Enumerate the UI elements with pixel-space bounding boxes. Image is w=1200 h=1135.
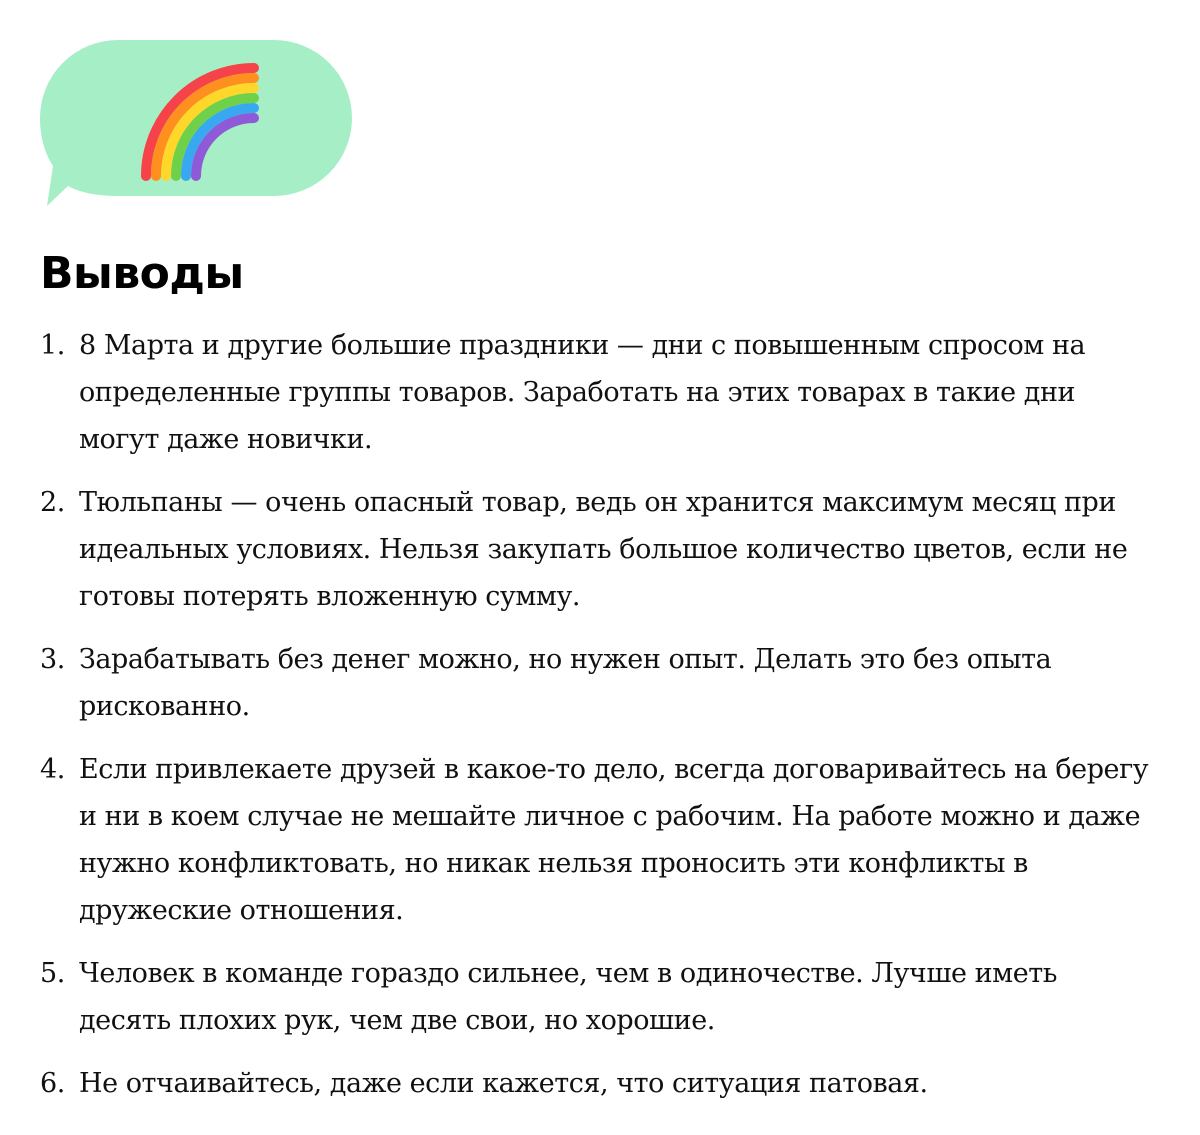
- item-number: 2.: [40, 487, 65, 518]
- list-item: [40, 636, 1150, 730]
- item-number: 4.: [40, 754, 65, 785]
- list-item: [40, 1060, 1150, 1107]
- list-item: [40, 479, 1150, 620]
- item-number: 5.: [40, 958, 65, 989]
- item-text: Не отчаивайтесь, даже если кажется, что ситуация патовая.: [79, 1068, 928, 1099]
- item-number: 6.: [40, 1068, 65, 1099]
- list-item: [40, 746, 1150, 934]
- item-text: Человек в команде гораздо сильнее, чем в одиночестве. Лучше иметь десять плохих рук, чем две свои, но хорошие.: [79, 958, 1057, 1036]
- conclusions-list: [40, 322, 1150, 1123]
- rainbow-icon: [136, 58, 261, 183]
- page-title: Выводы: [40, 248, 244, 299]
- item-text: Тюльпаны — очень опасный товар, ведь он хранится максимум месяц при идеальных условиях. Нельзя закупать большое количество цветов, если не готовы потерять вложенную сумму.: [79, 487, 1128, 612]
- item-text: Если привлекаете друзей в какое-то дело, всегда договаривайтесь на берегу и ни в коем случае не мешайте личное с рабочим. На работе можно и даже нужно конфликтовать, но никак нельзя проносить эти конфликты в дружеские отношения.: [79, 754, 1149, 926]
- item-text: 8 Марта и другие большие праздники — дни с повышенным спросом на определенные группы товаров. Заработать на этих товарах в такие дни могут даже новички.: [79, 330, 1086, 455]
- list-item: [40, 950, 1150, 1044]
- item-number: 3.: [40, 644, 65, 675]
- list-item: [40, 322, 1150, 463]
- item-text: Зарабатывать без денег можно, но нужен опыт. Делать это без опыта рискованно.: [79, 644, 1052, 722]
- speech-bubble: [38, 38, 358, 213]
- item-number: 1.: [40, 330, 65, 361]
